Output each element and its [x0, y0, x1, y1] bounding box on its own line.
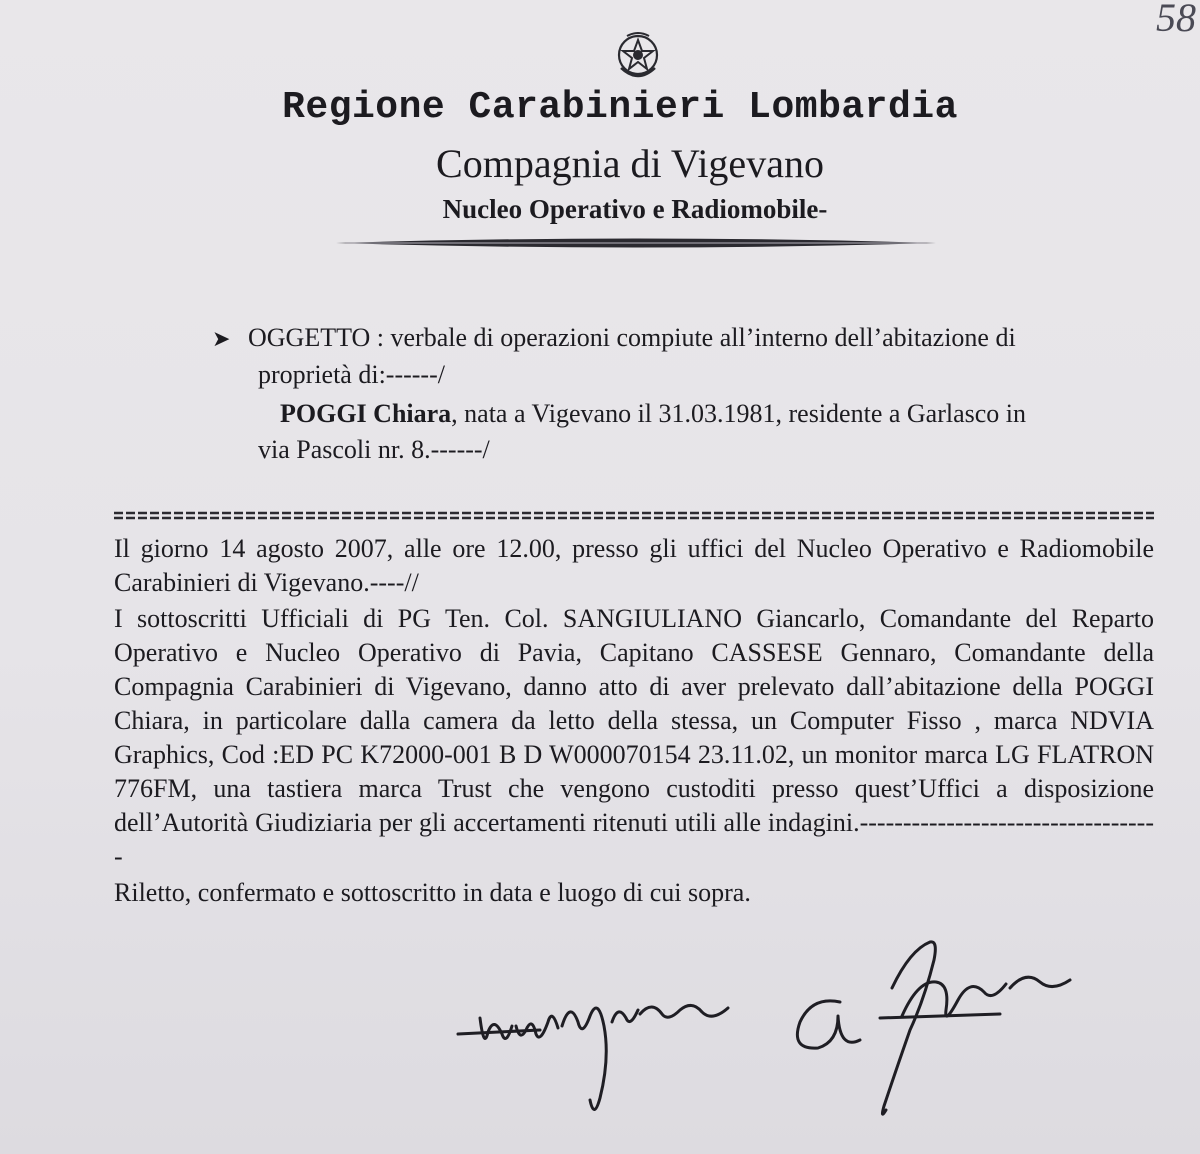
section-divider [114, 508, 1154, 522]
report-body [114, 532, 1154, 910]
page-number: 58 [1156, 0, 1196, 40]
paragraph-closing: Riletto, confermato e sottoscritto in data e luogo di cui sopra. [114, 878, 751, 907]
italian-republic-emblem-icon [613, 28, 663, 84]
subject-line2: proprietà di:------/ [258, 360, 445, 389]
paragraph-date: Il giorno 14 agosto 2007, alle ore 12.00, presso gli uffici del Nucleo Operativo e Radiomobile Carabinieri di Vigevano.----// [114, 534, 1154, 597]
subject-block [212, 320, 1162, 393]
header-region: Regione Carabinieri Lombardia [282, 86, 958, 129]
header-divider [336, 232, 936, 254]
person-address: via Pascoli nr. 8.------/ [258, 435, 490, 464]
person-name: POGGI Chiara [280, 399, 452, 428]
arrowhead-bullet-icon: ➤ [212, 326, 231, 351]
paragraph-statement: I sottoscritti Ufficiali di PG Ten. Col. SANGIULIANO Giancarlo, Comandante del Reparto Operativo e Nucleo Operativo di Pavia, Capitano CASSESE Gennaro, Comandante della Compagnia Carabinieri di Vigevano, danno atto di aver prelevato dall’abitazione della POGGI Chiara, in particolare dalla camera da letto della stessa, un Computer Fisso , marca NDVIA Graphics, Cod :ED PC K72000-001 B D W000070154 23.11.02, un monitor marca LG FLATRON 776FM, una tastiera marca Trust che vengono custoditi presso quest’Uffici a disposizione dell’Autorità Giudiziaria per gli accertamenti ritenuti utili alle indagini.----------------------------------- [114, 604, 1154, 871]
person-details: , nata a Vigevano il 31.03.1981, residente a Garlasco in [451, 399, 1027, 428]
handwritten-signatures-icon [440, 930, 1080, 1130]
header-unit: Nucleo Operativo e Radiomobile- [442, 194, 828, 224]
subject-label: OGGETTO [248, 323, 371, 352]
header-company: Compagnia di Vigevano [436, 141, 824, 186]
subject-line1: : verbale di operazioni compiute all’interno dell’abitazione di [370, 323, 1016, 352]
subject-person [212, 396, 1162, 468]
